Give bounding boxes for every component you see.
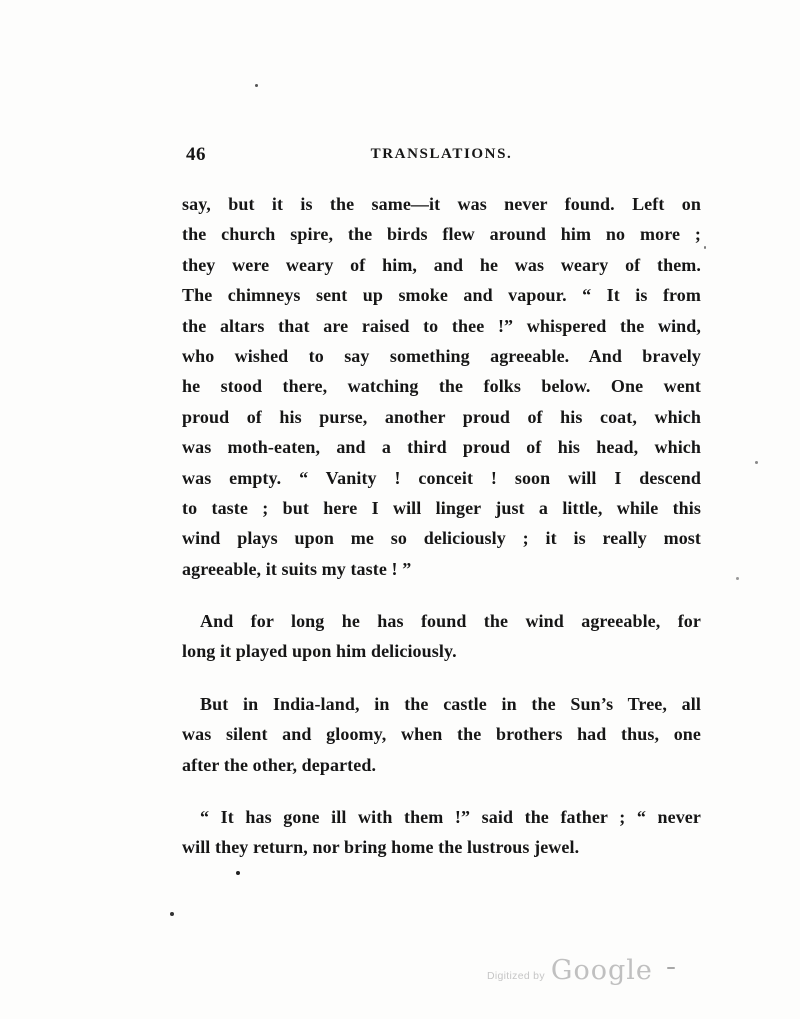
- text-line: after the other, departed.: [182, 754, 377, 775]
- google-logo: Google: [550, 955, 653, 986]
- text-line: proud of his purse, another proud of his coat, which: [182, 406, 701, 427]
- text-line: And for long he has found the wind agreeable, for: [200, 611, 701, 632]
- scan-speck: [736, 577, 739, 580]
- scan-speck: [704, 246, 706, 249]
- text-line: the church spire, the birds flew around him no more ;: [182, 224, 701, 245]
- paragraph: [182, 606, 701, 667]
- digitized-by-watermark: [487, 955, 653, 986]
- text-line: who wished to say something agreeable. And bravely: [182, 345, 701, 366]
- paragraph: [182, 689, 701, 780]
- digitized-by-label: Digitized by: [487, 970, 545, 982]
- scan-speck: [255, 84, 258, 87]
- text-line: he stood there, watching the folks below. One went: [182, 376, 701, 397]
- body-text-block: [182, 189, 701, 863]
- text-line: The chimneys sent up smoke and vapour. “ It is from: [182, 285, 701, 306]
- text-line: was moth-eaten, and a third proud of his head, which: [182, 437, 701, 458]
- paragraph: [182, 802, 701, 863]
- text-line: wind plays upon me so deliciously ; it is really most: [182, 528, 701, 549]
- text-line: to taste ; but here I will linger just a little, while this: [182, 497, 701, 518]
- text-line: was silent and gloomy, when the brothers had thus, one: [182, 724, 701, 745]
- scan-speck: [170, 912, 174, 916]
- running-title: TRANSLATIONS.: [370, 146, 513, 162]
- text-line: the altars that are raised to thee !” whispered the wind,: [182, 315, 701, 336]
- text-line: was empty. “ Vanity ! conceit ! soon will I descend: [182, 467, 701, 488]
- text-line: will they return, nor bring home the lustrous jewel.: [182, 837, 580, 858]
- text-line: But in India-land, in the castle in the Sun’s Tree, all: [200, 693, 701, 714]
- text-line: agreeable, it suits my taste ! ”: [182, 558, 412, 579]
- text-line: “ It has gone ill with them !” said the father ; “ never: [200, 807, 701, 828]
- page-number: 46: [186, 144, 206, 165]
- text-line: long it played upon him deliciously.: [182, 641, 457, 662]
- scan-speck: [236, 871, 240, 875]
- page-header: [182, 144, 701, 168]
- text-line: they were weary of him, and he was weary of them.: [182, 254, 701, 275]
- scan-speck: [667, 967, 675, 969]
- text-line: say, but it is the same—it was never found. Left on: [182, 194, 701, 214]
- paragraph: [182, 189, 701, 584]
- scan-speck: [755, 461, 758, 464]
